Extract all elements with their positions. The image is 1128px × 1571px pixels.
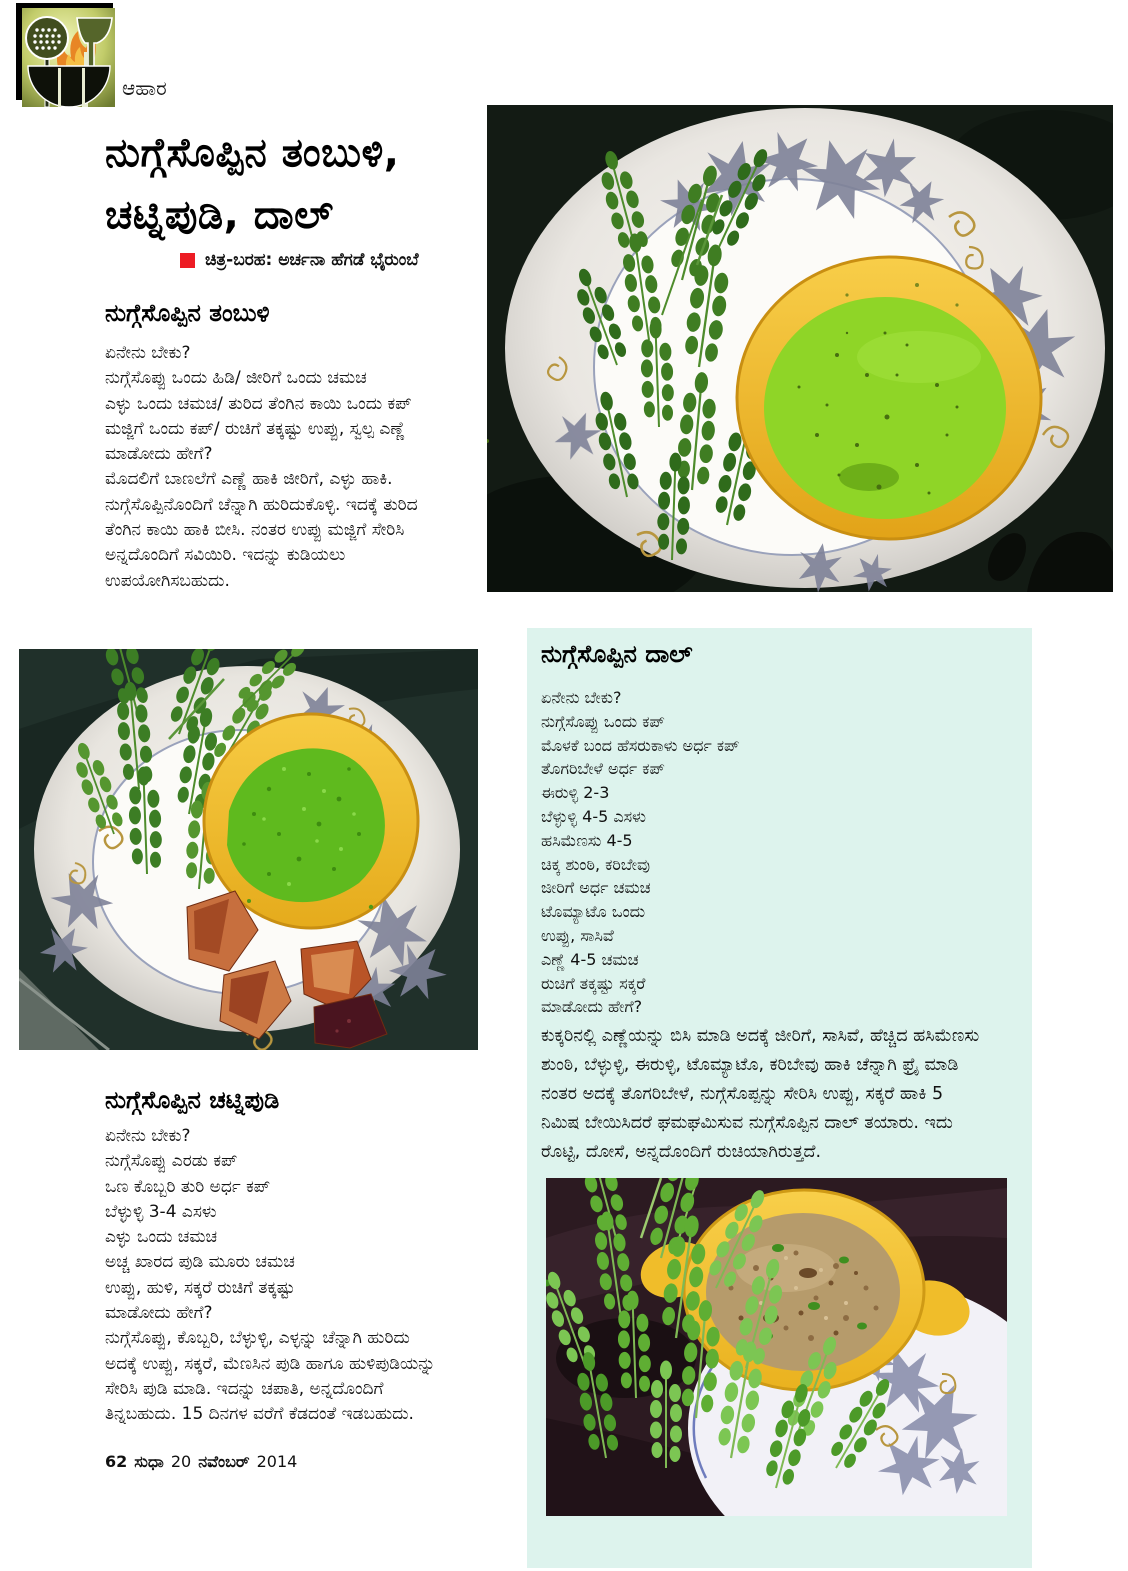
chatnipudi-body [105, 1124, 435, 1428]
text-line: ತಿನ್ನಬಹುದು. 15 ದಿನಗಳ ವರೆಗೆ ಕೆಡದಂತೆ ಇಡಬಹುದು. [105, 1404, 414, 1425]
food-section-logo-icon [22, 8, 115, 107]
text-line: ಉಪ್ಪು, ಸಾಸಿವೆ [541, 925, 614, 945]
text-line: ಅನ್ನದೊಂದಿಗೆ ಸವಿಯಿರಿ. ಇದನ್ನು ಕುಡಿಯಲು [105, 545, 346, 566]
issue-day: 20 [170, 1452, 192, 1471]
text-line: ಏನೇನು ಬೇಕು? [105, 1126, 191, 1146]
title-line-2: ಚಟ್ನಿಪುಡಿ, ದಾಲ್ [105, 192, 334, 238]
text-line: ಈರುಳ್ಳಿ 2-3 [541, 783, 610, 803]
category-label: ಆಹಾರ [122, 76, 167, 100]
text-line: ನುಗ್ಗೆಸೊಪ್ಪಿನೊಂದಿಗೆ ಚೆನ್ನಾಗಿ ಹುರಿದುಕೊಳ್ಳಿ. ಇದಕ್ಕೆ ತುರಿದ [105, 494, 418, 515]
text-line: ಮೊದಲಿಗೆ ಬಾಣಲೆಗೆ ಎಣ್ಣೆ ಹಾಕಿ ಜೀರಿಗೆ, ಎಳ್ಳು ಹಾಕಿ. [105, 469, 393, 490]
text-line: ಎಣ್ಣೆ 4-5 ಚಮಚ [541, 949, 639, 969]
text-line: ಏನೇನು ಬೇಕು? [541, 688, 622, 707]
text-line: ಒಣ ಕೊಬ್ಬರಿ ತುರಿ ಅರ್ಧ ಕಪ್ [105, 1176, 271, 1197]
page-number: 62 [105, 1452, 128, 1471]
dal-method [541, 1022, 979, 1167]
text-line: ರುಚಿಗೆ ತಕ್ಕಷ್ಟು ಸಕ್ಕರೆ [541, 973, 646, 993]
tambuli-heading: ನುಗ್ಗೆಸೊಪ್ಪಿನ ತಂಬುಳಿ [105, 299, 270, 327]
text-line: ಹಸಿಮೆಣಸು 4-5 [541, 830, 633, 850]
issue-month: ನವೆಂಬರ್ [198, 1452, 250, 1471]
text-line: ಬೆಳ್ಳುಳ್ಳಿ 4-5 ಎಸಳು [541, 806, 646, 826]
text-line: ಉಪಯೋಗಿಸಬಹುದು. [105, 570, 230, 591]
text-line: ತೊಗರಿಬೇಳೆ ಅರ್ಧ ಕಪ್ [541, 759, 665, 779]
page-title [105, 122, 399, 246]
text-line: ಏನೇನು ಬೇಕು? [105, 343, 191, 363]
text-line: ಅಚ್ಚ ಖಾರದ ಪುಡಿ ಮೂರು ಚಮಚ [105, 1252, 295, 1273]
text-line: ನುಗ್ಗೆಸೊಪ್ಪು, ಕೊಬ್ಬರಿ, ಬೆಳ್ಳುಳ್ಳಿ, ಎಳ್ಳನ್ನು ಚೆನ್ನಾಗಿ ಹುರಿದು [105, 1328, 410, 1349]
text-line: ಎಳ್ಳು ಒಂದು ಚಮಚ/ ತುರಿದ ತೆಂಗಿನ ಕಾಯಿ ಒಂದು ಕಪ್ [105, 393, 412, 414]
text-line: ಸೇರಿಸಿ ಪುಡಿ ಮಾಡಿ. ಇದನ್ನು ಚಪಾತಿ, ಅನ್ನದೊಂದಿಗೆ [105, 1378, 384, 1399]
text-line: ಟೊಮ್ಯಾಟೊ ಒಂದು [541, 902, 646, 922]
text-line: ನುಗ್ಗೆಸೊಪ್ಪು ಎರಡು ಕಪ್ [105, 1151, 238, 1172]
text-line: ಶುಂಠಿ, ಬೆಳ್ಳುಳ್ಳಿ, ಈರುಳ್ಳಿ, ಟೊಮ್ಯಾಟೊ, ಕರಿಬೇವು ಹಾಕಿ ಚೆನ್ನಾಗಿ ಫ್ರೈ ಮಾಡಿ [541, 1055, 959, 1075]
text-line: ಎಳ್ಳು ಒಂದು ಚಮಚ [105, 1227, 218, 1248]
byline-red-square [180, 253, 195, 268]
text-line: ತೆಂಗಿನ ಕಾಯಿ ಹಾಕಿ ಬೀಸಿ. ನಂತರ ಉಪ್ಪು ಮಜ್ಜಿಗೆ ಸೇರಿಸಿ [105, 520, 405, 541]
title-line-1: ನುಗ್ಗೆಸೊಪ್ಪಿನ ತಂಬುಳಿ, [105, 130, 400, 176]
tambuli-photo [487, 105, 1113, 592]
dal-heading: ನುಗ್ಗೆಸೊಪ್ಪಿನ ದಾಲ್ [541, 640, 693, 668]
text-line: ಮಾಡೋದು ಹೇಗೆ? [541, 997, 643, 1017]
dal-curry [706, 1213, 900, 1371]
text-line: ಕುಕ್ಕರಿನಲ್ಲಿ ಎಣ್ಣೆಯನ್ನು ಬಿಸಿ ಮಾಡಿ ಅದಕ್ಕೆ ಜೀರಿಗೆ, ಸಾಸಿವೆ, ಹೆಚ್ಚಿದ ಹಸಿಮೆಣಸು [541, 1026, 980, 1046]
text-line: ಮೊಳಕೆ ಬಂದ ಹೆಸರುಕಾಳು ಅರ್ಧ ಕಪ್ [541, 735, 740, 755]
page-footer [105, 1452, 297, 1472]
text-line: ನುಗ್ಗೆಸೊಪ್ಪು ಒಂದು ಹಿಡಿ/ ಜೀರಿಗೆ ಒಂದು ಚಮಚ [105, 368, 367, 389]
tambuli-body [105, 341, 418, 594]
byline [180, 250, 419, 270]
magazine-name: ಸುಧಾ [134, 1452, 164, 1471]
text-line: ಅದಕ್ಕೆ ಉಪ್ಪು, ಸಕ್ಕರೆ, ಮೆಣಸಿನ ಪುಡಿ ಹಾಗೂ ಹುಳಿಪುಡಿಯನ್ನು [105, 1353, 436, 1374]
text-line: ಜೀರಿಗೆ ಅರ್ಧ ಚಮಚ [541, 878, 651, 898]
text-line: ನಂತರ ಅದಕ್ಕೆ ತೊಗರಿಬೇಳೆ, ನುಗ್ಗೆಸೊಪ್ಪನ್ನು ಸೇರಿಸಿ ಉಪ್ಪು, ಸಕ್ಕರೆ ಹಾಕಿ 5 [541, 1084, 944, 1104]
byline-text: ಚಿತ್ರ-ಬರಹ: ಅರ್ಚನಾ ಹೆಗಡೆ ಭೈರುಂಬೆ [205, 250, 419, 270]
chatnipudi-heading: ನುಗ್ಗೆಸೊಪ್ಪಿನ ಚಟ್ನಿಪುಡಿ [105, 1086, 280, 1114]
text-line: ಉಪ್ಪು, ಹುಳಿ, ಸಕ್ಕರೆ ರುಚಿಗೆ ತಕ್ಕಷ್ಟು [105, 1277, 295, 1298]
text-line: ನಿಮಿಷ ಬೇಯಿಸಿದರೆ ಘಮಘಮಿಸುವ ನುಗ್ಗೆಸೊಪ್ಪಿನ ದಾಲ್ ತಯಾರು. ಇದು [541, 1113, 953, 1133]
text-line: ಮಾಡೋದು ಹೇಗೆ? [105, 444, 213, 465]
text-line: ಚಿಕ್ಕ ಶುಂಠಿ, ಕರಿಬೇವು [541, 854, 650, 874]
text-line: ಮಜ್ಜಿಗೆ ಒಂದು ಕಪ್/ ರುಚಿಗೆ ತಕ್ಕಷ್ಟು ಉಪ್ಪು, ಸ್ವಲ್ಪ ಎಣ್ಣೆ [105, 418, 406, 439]
text-line: ರೊಟ್ಟಿ, ದೋಸೆ, ಅನ್ನದೊಂದಿಗೆ ರುಚಿಯಾಗಿರುತ್ತದೆ. [541, 1142, 822, 1162]
chatnipudi-photo [19, 649, 478, 1050]
text-line: ನುಗ್ಗೆಸೊಪ್ಪು ಒಂದು ಕಪ್ [541, 711, 665, 731]
dal-photo [546, 1178, 1007, 1516]
issue-year: 2014 [256, 1452, 298, 1471]
text-line: ಬೆಳ್ಳುಳ್ಳಿ 3-4 ಎಸಳು [105, 1201, 217, 1222]
text-line: ಮಾಡೋದು ಹೇಗೆ? [105, 1303, 213, 1324]
dal-ingredients [541, 686, 739, 1019]
